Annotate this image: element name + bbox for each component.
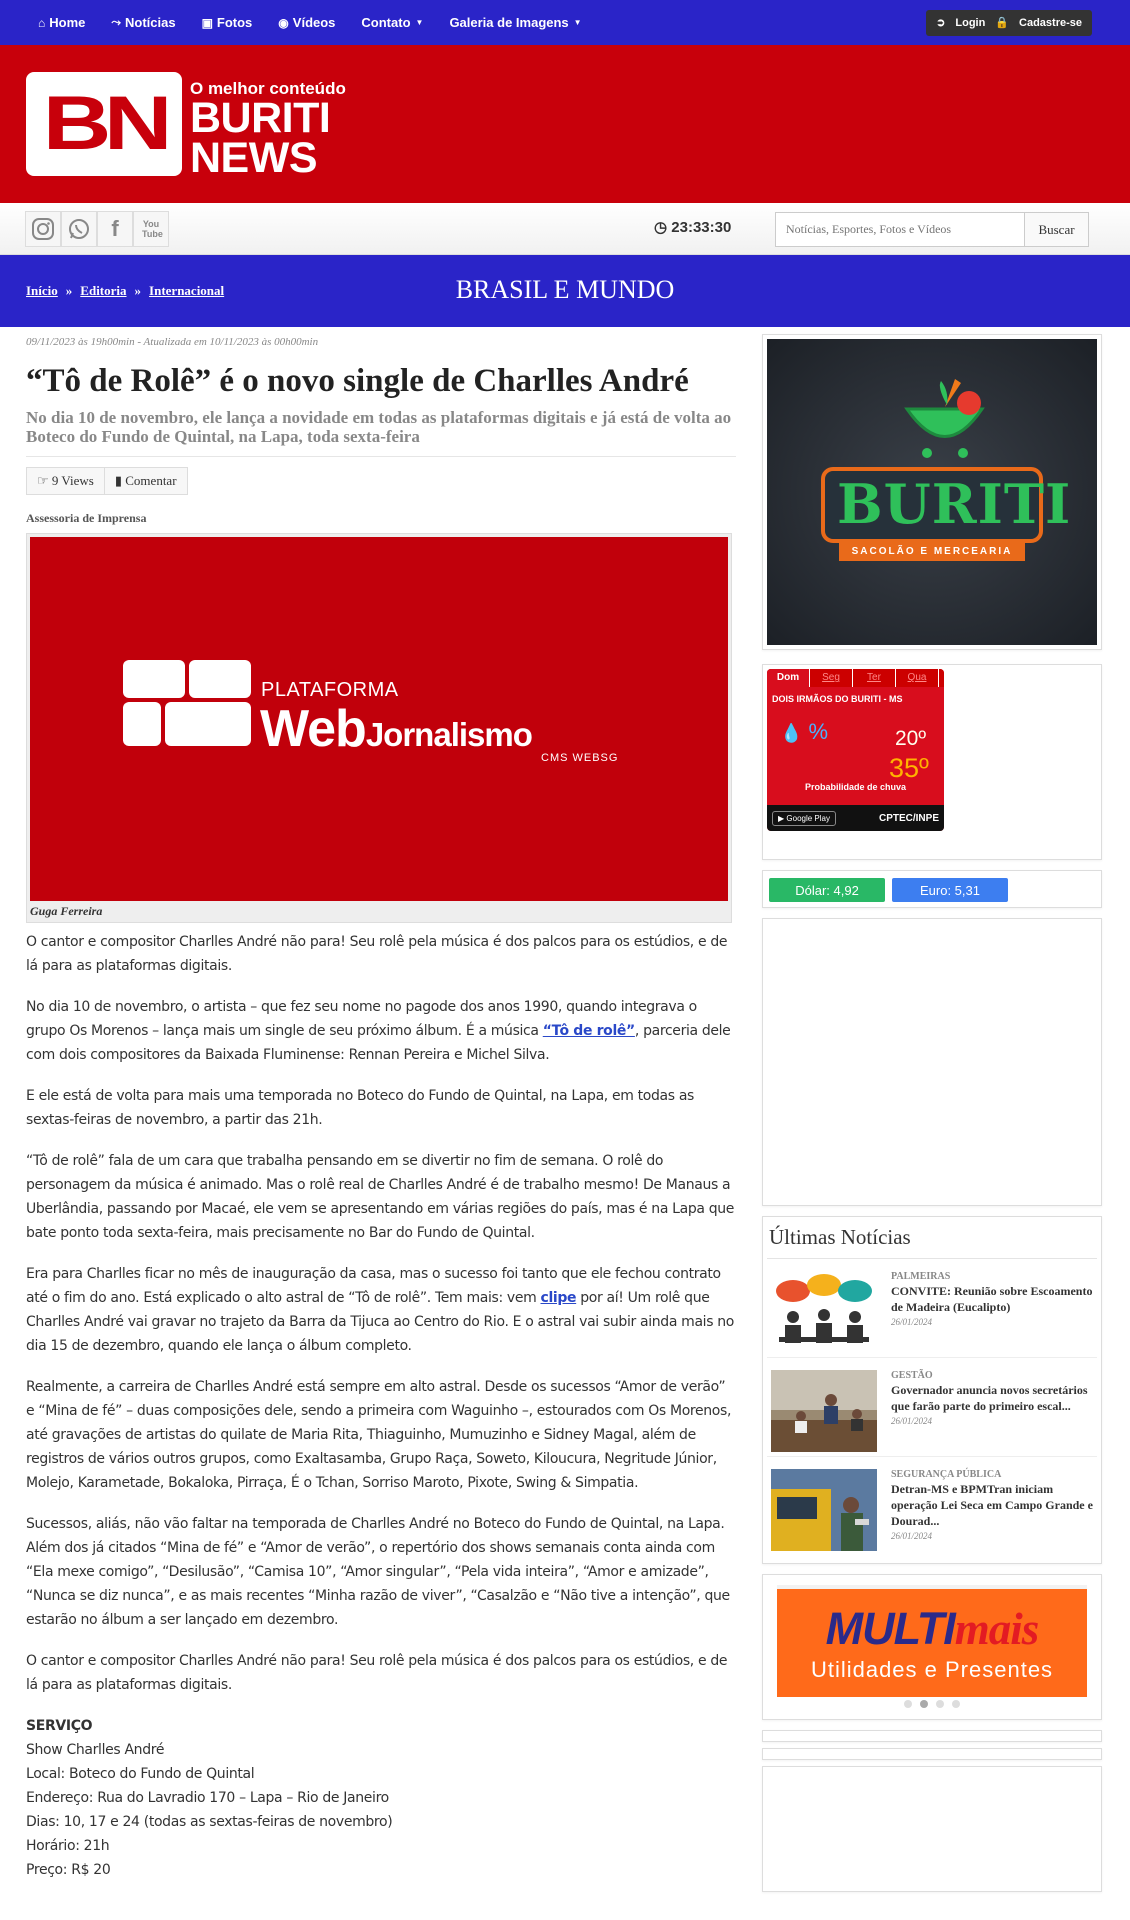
multimais-word-multi: MULTI [825,1603,955,1654]
carousel-dot[interactable] [936,1700,944,1708]
paragraph-4: “Tô de rolê” fala de um cara que trabalha pensando em se divertir no fim de semana. O rolê do personagem da música é animado. Mas o rolê real de Charlles André é de trabalho mesmo! De Manaus a Uberlândia, passando por Macaé, ele vem se apresentando em várias regiões do país, mas é na Lapa que bate ponto toda sexta-feira, mais precisamente no Bar do Fundo de Quintal. [26,1153,735,1241]
weather-min-temp: 20º [895,727,927,750]
nav-noticias-label: Notícias [124,15,176,30]
news-category: SEGURANÇA PÚBLICA [891,1469,1002,1480]
service-line: Preço: R$ 20 [26,1862,111,1878]
carousel-dots [763,1700,1101,1708]
news-date: 26/01/2024 [891,1531,933,1541]
image-text-cms: CMS WEBSG [541,752,619,764]
weather-tab-qua[interactable]: Qua [896,669,939,687]
search-input[interactable] [775,212,1025,247]
basket-icon [897,379,992,459]
signup-button[interactable] [995,16,1082,29]
utility-bar [0,203,1130,255]
whatsapp-icon[interactable] [61,211,97,247]
news-category: PALMEIRAS [891,1271,951,1282]
latest-news [762,1216,1102,1564]
ad-slot [762,1730,1102,1742]
paragraph-8: O cantor e compositor Charlles André não para! Seu rolê pela música é dos palcos para os estúdios, e de lá para as plataformas digitais. [26,1653,728,1693]
nav-galeria-label: Galeria de Imagens [449,15,569,30]
logo-mark: BN [42,81,166,166]
comment-label: Comentar [125,473,177,488]
section-bar [0,255,1130,327]
views-button[interactable] [26,467,105,495]
comment-button[interactable] [105,467,188,495]
chevron-down-icon: ▼ [415,18,424,27]
image-caption: Guga Ferreira [30,904,103,918]
article-subhead: No dia 10 de novembro, ele lança a novidade em todas as plataformas digitais e já está de volta ao Boteco do Fundo de Quintal, na Lapa, toda sexta-feira [26,408,736,457]
raindrop-icon: 💧 [780,723,803,743]
paragraph-2 [26,995,736,1067]
google-play-badge[interactable] [772,811,836,826]
search-form [775,212,1089,247]
weather-tab-ter[interactable]: Ter [853,669,896,687]
login-icon: ➲ [936,17,946,29]
news-date: 26/01/2024 [891,1317,933,1327]
weather-source: CPTEC/INPE [878,812,939,824]
multimais-ad-banner[interactable] [762,1574,1102,1720]
paragraph-7: Sucessos, aliás, não vão faltar na temporada de Charlles André no Boteco do Fundo de Quintal, na Lapa. Além dos já citados “Mina de fé” e “Amor de verão”, o repertório dos shows semanais conta ainda com “Ela mexe comigo”, “Desilusão”, “Camisa 10”, “Amor singular”, “Pela vida inteira”, “Amor e amizade”, “Nunca se diz nunca”, e as mais recentes “Minha razão de viver”, “Casalzão e “Não tive a intenção”, que estarão no álbum a ser lançado em dezembro. [26,1516,730,1628]
article-date: 09/11/2023 às 19h00min - Atualizada em 10/11/2023 às 00h00min [26,336,319,348]
news-headline[interactable]: Governador anuncia novos secretários que farão parte do primeiro escal... [891,1383,1088,1413]
sidebar [762,334,1102,1892]
home-icon: ⌂ [38,15,46,30]
carousel-dot[interactable] [952,1700,960,1708]
comment-icon: ▮ [114,473,123,488]
paragraph-5 [26,1262,736,1358]
link-clipe[interactable]: clipe [540,1290,577,1306]
login-button[interactable] [936,16,985,29]
ad-slot [762,918,1102,1206]
lock-icon: 🔒 [995,17,1010,29]
euro-rate: Euro: 5,31 [892,878,1008,902]
press-conference-photo-icon [771,1370,877,1452]
chevron-down-icon: ▼ [573,18,582,27]
article-image[interactable] [30,537,728,901]
weather-max-temp: 35º [889,753,929,783]
news-thumbnail [771,1370,877,1452]
multimais-ad-image [777,1585,1087,1697]
article-body [26,930,736,1697]
traffic-police-photo-icon [771,1469,877,1551]
ad-slot [762,1748,1102,1760]
nav-noticias[interactable] [111,15,175,30]
login-label: Login [955,17,986,29]
news-text [891,1370,1093,1452]
latest-news-title: Últimas Notícias [767,1223,1097,1259]
google-play-label: Google Play [786,813,830,823]
buriti-ad-banner[interactable] [762,334,1102,650]
logo-tagline: O melhor conteúdo [190,79,346,98]
article-credit: Assessoria de Imprensa [26,511,147,525]
logo-wordmark[interactable] [190,79,346,182]
paragraph-2-text-b: , parceria dele com dois compositores da Baixada Fluminense: Rennan Pereira e Michel Silva. [26,1023,731,1063]
service-line: Local: Boteco do Fundo de Quintal [26,1766,255,1782]
service-title: SERVIÇO [26,1718,93,1734]
weather-rain-value: % [808,719,829,744]
youtube-icon[interactable] [133,211,169,247]
image-text-plataforma: PLATAFORMA [261,679,399,701]
section-title: BRASIL E MUNDO [455,275,675,304]
top-navigation [0,0,1130,45]
search-button[interactable]: Buscar [1025,212,1089,247]
buriti-ad-image [767,339,1097,645]
service-line: Dias: 10, 17 e 24 (todas as sextas-feiras de novembro) [26,1814,393,1830]
breadcrumb-separator-icon: » [65,283,73,298]
service-line: Show Charlles André [26,1742,165,1758]
thumbs-up-icon: ☞ [37,473,49,488]
news-date: 26/01/2024 [891,1416,933,1426]
news-item[interactable] [767,1259,1097,1358]
nav-fotos-label: Fotos [216,15,253,30]
image-icon: ▣ [201,15,213,30]
news-headline[interactable]: CONVITE: Reunião sobre Escoamento de Madeira (Eucalipto) [891,1284,1093,1314]
instagram-icon[interactable] [25,211,61,247]
link-to-de-role[interactable]: “Tô de rolê” [542,1023,635,1039]
article [26,336,736,1882]
service-line: Horário: 21h [26,1838,110,1854]
play-store-icon: ▶ [778,813,785,823]
buriti-ad-name: BURITI [837,472,1072,536]
clock [654,218,731,236]
facebook-icon[interactable]: f [97,211,133,247]
article-stats [26,467,736,495]
weather-rain [780,719,828,745]
news-text [891,1271,1093,1353]
paragraph-5-text-b: por aí! Um rolê que Charlles André vai gravar no trajeto da Barra da Tijuca ao Centro do Rio. E o astral vai subir ainda mais no dia 15 de dezembro, quando ele lança o álbum completo. [26,1290,734,1354]
article-figure [26,533,732,923]
service-line: Endereço: Rua do Lavradio 170 – Lapa – Rio de Janeiro [26,1790,389,1806]
nav-home[interactable] [38,15,85,30]
carousel-dot[interactable] [920,1700,928,1708]
logo-brand-line2: NEWS [190,134,317,182]
site-header [0,45,1130,203]
news-item[interactable] [767,1358,1097,1457]
image-text-webjornalismo [260,699,532,759]
carousel-dot[interactable] [904,1700,912,1708]
paragraph-1: O cantor e compositor Charlles André não para! Seu rolê pela música é dos palcos para os estúdios, e de lá para as plataformas digitais. [26,934,728,974]
buriti-ad-sub: SACOLÃO E MERCEARIA [839,543,1025,561]
news-text [891,1469,1093,1551]
image-text-jornalismo: Jornalismo [365,716,532,753]
multimais-logo [777,1603,1087,1655]
views-label: 9 Views [51,473,94,488]
nav-contato-label: Contato [361,15,411,30]
ad-slot [762,1766,1102,1892]
weather-widget-card [762,664,1102,860]
paragraph-3: E ele está de volta para mais uma temporada no Boteco do Fundo de Quintal, na Lapa, em todas as sextas-feiras de novembro, a partir das 21h. [26,1088,694,1128]
multimais-subtitle: Utilidades e Presentes [810,1657,1054,1682]
paragraph-2-text-a: No dia 10 de novembro, o artista – que fez seu nome no pagode dos anos 1990, quando integrava o grupo Os Morenos – lança mais um single de seu próximo álbum. É a música [26,999,697,1039]
logo-brand-line1: BURITI [190,94,331,142]
site-logo[interactable] [26,72,182,176]
nav-contato[interactable] [361,15,423,30]
news-category: GESTÃO [891,1370,933,1381]
weather-prob-label: Probabilidade de chuva [804,782,907,792]
meeting-illustration-icon [771,1271,877,1353]
clock-time: 23:33:30 [671,219,732,236]
rss-icon: ⤳ [111,15,121,29]
weather-tabs [767,669,944,687]
breadcrumb-separator-icon: » [134,283,142,298]
article-headline: “Tô de Rolê” é o novo single de Charlles André [26,363,689,399]
breadcrumb-inicio[interactable]: Início [26,283,58,298]
paragraph-6: Realmente, a carreira de Charlles André está sempre em alto astral. Desde os sucessos “Amor de verão” e “Mina de fé” – duas composições dele, sendo a primeira com Waguinho –, estourados com Os Morenos, até gravações de artistas do quilate de Maria Rita, Thiaguinho, Mumuzinho e Sidney Magal, além de registros de vários outros grupos, como Exaltasamba, Grupo Raça, Soweto, Kiloucura, Negritude Júnior, Molejo, Karametade, Bokaloka, Pirraça, É o Tchan, Sorriso Maroto, Pixote, Swing & Simpatia. [26,1379,732,1491]
nav-home-label: Home [49,15,86,30]
nav-galeria[interactable] [449,15,581,30]
weather-footer [767,805,944,831]
multimais-word-mais: mais [954,1604,1039,1654]
signup-label: Cadastre-se [1019,17,1082,29]
currency-card [762,870,1102,908]
image-text-web: Web [260,700,366,758]
nav-videos[interactable] [278,15,335,30]
clock-icon: ◷ [654,219,668,236]
webjornalismo-logo-icon [123,660,251,746]
paragraph-5-text-a: Era para Charlles ficar no mês de inauguração da casa, mas o sucesso foi tanto que ele fechou contrato até o fim do ano. Está explicado o alto astral de “Tô de rolê”. Tem mais: vem [26,1266,721,1306]
social-links [25,211,169,247]
youtube-icon-text: You Tube [142,218,163,239]
weather-tab-dom[interactable]: Dom [767,669,810,687]
auth-buttons [926,10,1092,36]
news-thumbnail [771,1271,877,1353]
breadcrumb-internacional[interactable]: Internacional [149,283,225,298]
nav-fotos[interactable] [202,15,253,30]
weather-location: DOIS IRMÃOS DO BURITI - MS [772,694,903,704]
nav-videos-label: Vídeos [292,15,336,30]
service-info [26,1714,736,1882]
news-headline[interactable]: Detran-MS e BPMTran iniciam operação Lei Seca em Campo Grande e Dourad... [891,1482,1093,1528]
weather-tab-seg[interactable]: Seg [810,669,853,687]
news-thumbnail [771,1469,877,1551]
news-item[interactable] [767,1457,1097,1555]
play-icon: ◉ [278,15,289,30]
weather-widget [767,669,944,831]
breadcrumb-editoria[interactable]: Editoria [80,283,127,298]
dollar-rate: Dólar: 4,92 [769,878,885,902]
